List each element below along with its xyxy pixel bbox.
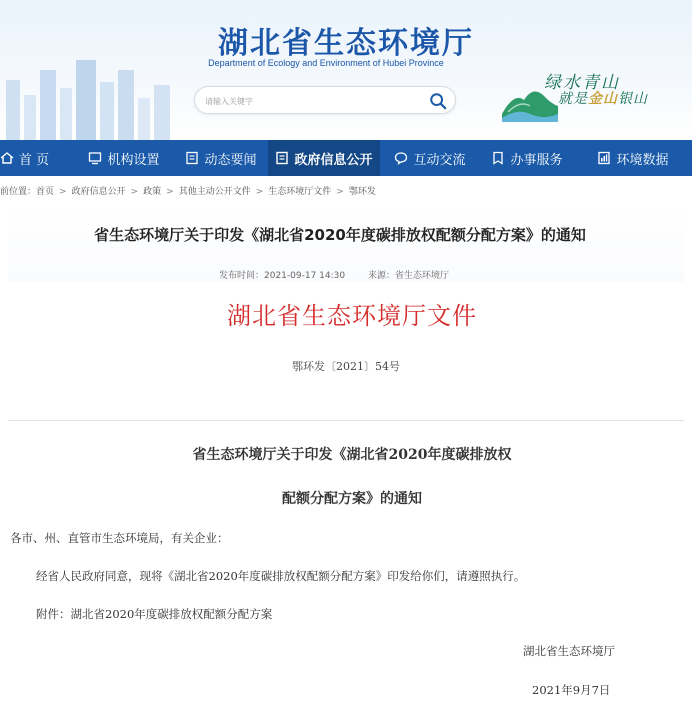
nav-item-label: 政府信息公开 (294, 152, 373, 168)
news-icon (185, 151, 199, 165)
breadcrumb-separator: > (166, 187, 174, 197)
nav-item-label: 首 页 (19, 152, 50, 168)
document-title-line2: 配额分配方案》的通知 (282, 491, 422, 507)
chat-icon (394, 151, 408, 165)
search-icon[interactable] (429, 92, 447, 110)
nav-item-services[interactable] (480, 140, 574, 176)
breadcrumb-item[interactable]: 生态环境厅文件 (268, 187, 332, 197)
breadcrumb-item[interactable]: 政府信息公开 (71, 187, 126, 197)
article-header (8, 202, 684, 282)
monitor-icon (88, 151, 102, 165)
breadcrumb-item[interactable]: 其他主动公开文件 (178, 187, 251, 197)
search-input[interactable] (205, 91, 415, 111)
article-source: 来源：省生态环境厅 (367, 271, 449, 281)
breadcrumb (0, 184, 692, 198)
site-title: 湖北省生态环境厅 (218, 26, 474, 61)
nav-item-gov-info[interactable] (268, 140, 380, 176)
breadcrumb-item[interactable]: 政策 (143, 187, 162, 197)
slogan-line1: 绿水青山 (544, 73, 620, 93)
nav-item-label: 机构设置 (107, 152, 160, 168)
article-meta (8, 268, 660, 281)
breadcrumb-separator: > (59, 187, 67, 197)
document-body: 经省人民政府同意，现将《湖北省2020年度碳排放权配额分配方案》印发给你们，请遵照执行。 (36, 569, 526, 583)
data-icon (597, 151, 611, 165)
slogan-line2-gold: 金山 (588, 91, 618, 107)
nav-item-label: 互动交流 (413, 152, 466, 168)
main-nav (0, 140, 692, 176)
publish-time: 发布时间：2021-09-17 14:30 (219, 271, 346, 281)
document-signature: 湖北省生态环境厅 (523, 644, 615, 658)
breadcrumb-separator: > (130, 187, 139, 197)
article-title: 省生态环境厅关于印发《湖北省2020年度碳排放权配额分配方案》的通知 (94, 226, 586, 244)
home-icon (0, 151, 14, 165)
document-attachment[interactable]: 附件：湖北省2020年度碳排放权配额分配方案 (36, 607, 273, 621)
search-box (194, 86, 456, 114)
site-header (0, 0, 692, 140)
site-subtitle: Department of Ecology and Environment of Hubei Province (208, 58, 444, 68)
document-header-title: 湖北省生态环境厅文件 (227, 302, 477, 330)
slogan-line2 (558, 88, 648, 108)
nav-item-label: 环境数据 (616, 152, 669, 168)
breadcrumb-item[interactable]: 首页 (36, 187, 55, 197)
slogan-line2-prefix: 就是 (558, 91, 588, 107)
breadcrumb-prefix: 前位置： (0, 187, 37, 197)
nav-item-label: 办事服务 (510, 152, 563, 168)
document-title-line1: 省生态环境厅关于印发《湖北省2020年度碳排放权 (192, 447, 512, 463)
document-number: 鄂环发〔2021〕54号 (292, 360, 400, 373)
slogan-line2-suffix: 银山 (618, 91, 648, 107)
nav-item-organization[interactable] (74, 140, 174, 176)
nav-item-interaction[interactable] (380, 140, 480, 176)
breadcrumb-separator: > (336, 187, 344, 197)
breadcrumb-separator: > (255, 187, 264, 197)
document-icon (275, 151, 289, 165)
service-icon (491, 151, 505, 165)
nav-item-env-data[interactable] (574, 140, 692, 176)
divider (8, 420, 684, 421)
breadcrumb-item[interactable]: 鄂环发 (348, 187, 376, 197)
nav-item-home[interactable] (0, 140, 74, 176)
document-date: 2021年9月7日 (532, 683, 611, 697)
nav-item-label: 动态要闻 (204, 152, 257, 168)
slogan-logo (500, 64, 670, 124)
nav-item-news[interactable] (174, 140, 268, 176)
document-salutation: 各市、州、直管市生态环境局，有关企业： (10, 531, 229, 545)
